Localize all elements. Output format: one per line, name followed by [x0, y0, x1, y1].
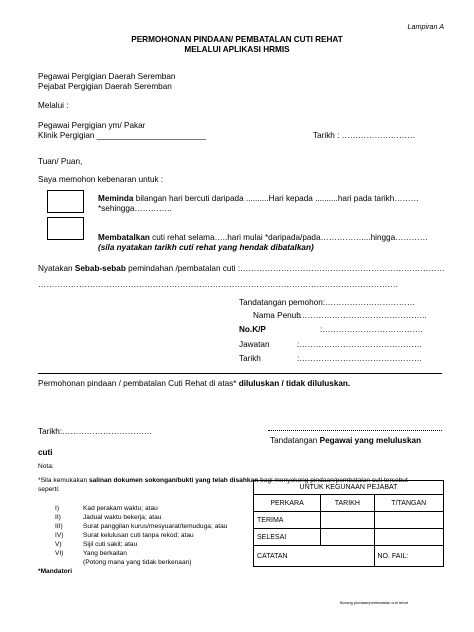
- note-item-num: VI): [55, 550, 64, 557]
- via-line1: Pegawai Pergigian ym/ Pakar: [38, 121, 146, 130]
- section-divider: [38, 373, 442, 374]
- reason-line2[interactable]: ……………………………………………………………………………………………………………………: [38, 280, 399, 289]
- terima-tarikh-cell[interactable]: [321, 512, 374, 529]
- mandatori-note: *Mandatori: [38, 568, 73, 575]
- form-title-line1: PERMOHONAN PINDAAN/ PEMBATALAN CUTI REHAT: [131, 35, 343, 44]
- note-item-text: Surat kelulusan cuti tanpa rekod; atau: [83, 532, 194, 539]
- reason-prefix: Nyatakan: [38, 264, 75, 273]
- meminda-detail: bilangan hari bercuti daripada ..........Hari kepada ..........hari pada tarikh………: [133, 194, 419, 203]
- no-fail-cell[interactable]: NO. FAIL:: [374, 546, 444, 567]
- name-field[interactable]: :………………………………………..: [297, 311, 427, 320]
- membatalkan-checkbox[interactable]: [47, 217, 84, 240]
- selesai-tarikh-cell[interactable]: [321, 529, 374, 546]
- approver-cuti: cuti: [38, 448, 53, 457]
- notes-line1-suffix: bagi menyokong pindaan/pembatalan cuti tersebut: [258, 477, 408, 484]
- approver-signature-prefix: Tandatangan: [270, 436, 320, 445]
- terima-ttangan-cell[interactable]: [374, 512, 444, 529]
- approver-tarikh[interactable]: Tarikh:……………………………: [38, 427, 153, 436]
- catatan-cell[interactable]: CATATAN: [254, 546, 375, 567]
- meminda-text: [98, 194, 419, 203]
- note-item-text: Surat panggilan kurus/mesyuarat/temuduga; atau: [83, 523, 228, 530]
- selesai-ttangan-cell[interactable]: [374, 529, 444, 546]
- kp-label: No.K/P: [239, 325, 266, 334]
- membatalkan-detail: cuti rehat selama…..hari mulai *daripada/pada……………....hingga…………: [149, 233, 428, 242]
- meminda-bold-label: Meminda: [98, 194, 134, 203]
- membatalkan-bold-label: Membatalkan: [98, 233, 150, 242]
- potong-note: (Potong mana yang tidak berkenaan): [83, 559, 192, 566]
- note-item-num: I): [55, 505, 60, 512]
- approval-prefix: Permohonan pindaan / pembatalan Cuti Rehat di atas*: [38, 379, 239, 388]
- applicant-signature[interactable]: Tandatangan pemohon:……………………………: [239, 298, 416, 307]
- note-item-num: IV): [55, 532, 64, 539]
- melalui-label: Melalui :: [38, 101, 69, 110]
- note-item-num: II): [55, 514, 61, 521]
- notes-line2: seperti:: [38, 486, 60, 493]
- meminda-checkbox[interactable]: [47, 190, 84, 213]
- membatalkan-note: (sila nyatakan tarikh cuti rehat yang hendak dibatalkan): [98, 243, 314, 252]
- col-tarikh: TARIKH: [321, 495, 374, 512]
- col-ttangan: T/TANGAN: [374, 495, 444, 512]
- note-item-text: Sijil cuti sakit; atau: [83, 541, 138, 548]
- note-item-text: Yang berkaitan: [83, 550, 127, 557]
- jawatan-field[interactable]: :………………………………………: [297, 340, 423, 349]
- notes-line1-bold: salinan dokumen sokongan/bukti yang telah disahkan: [88, 477, 259, 484]
- office-use-table: [253, 480, 444, 567]
- reason-field[interactable]: [38, 264, 445, 273]
- name-label: Nama Penuh: [253, 311, 301, 320]
- approver-signature-line[interactable]: [268, 430, 442, 431]
- applicant-tarikh-label: Tarikh: [239, 354, 261, 363]
- notes-label: Nota:: [38, 463, 54, 470]
- via-clinic-field[interactable]: Klinik Pergigian ________________________: [38, 131, 206, 140]
- reason-bold: Sebab-sebab: [74, 264, 126, 273]
- kp-field[interactable]: :……………………………….: [320, 325, 423, 334]
- tarikh-field[interactable]: Tarikh : ………………………: [313, 131, 416, 140]
- jawatan-label: Jawatan: [239, 340, 270, 349]
- row-selesai: SELESAI: [254, 529, 321, 546]
- form-title-line2: MELALUI APLIKASI HRMIS: [184, 45, 290, 54]
- office-table-title: UNTUK KEGUNAAN PEJABAT: [254, 481, 444, 495]
- recipient-line1: Pegawai Pergigian Daerah Seremban: [38, 72, 176, 81]
- intro-text: Saya memohon kebenaran untuk :: [38, 175, 164, 184]
- row-terima: TERIMA: [254, 512, 321, 529]
- approval-options[interactable]: diluluskan / tidak diluluskan.: [238, 379, 351, 388]
- recipient-line2: Pejabat Pergigian Daerah Seremban: [38, 82, 172, 91]
- lampiran-label: Lampiran A: [407, 22, 444, 31]
- approver-signature-bold: Pegawai yang meluluskan: [319, 436, 422, 445]
- note-item-text: Jadual waktu bekerja; atau: [83, 514, 162, 521]
- reason-text: pemindahan /pembatalan cuti :…………………………………………………………………: [125, 264, 445, 273]
- salutation: Tuan/ Puan,: [38, 157, 83, 166]
- note-item-text: Kad perakam waktu; atau: [83, 505, 158, 512]
- footer-text: Borang pindaan/pembatalan cuti rehat: [340, 600, 408, 605]
- meminda-line2: *sehingga…………..: [98, 204, 172, 213]
- membatalkan-text: [98, 233, 428, 242]
- note-item-num: III): [55, 523, 63, 530]
- col-perkara: PERKARA: [254, 495, 321, 512]
- approval-text: [38, 379, 350, 388]
- notes-line1-prefix: *Sila kemukakan: [38, 477, 89, 484]
- approver-signature-label: [270, 436, 421, 445]
- note-item-num: V): [55, 541, 62, 548]
- applicant-tarikh-field[interactable]: :………………………………………: [297, 354, 423, 363]
